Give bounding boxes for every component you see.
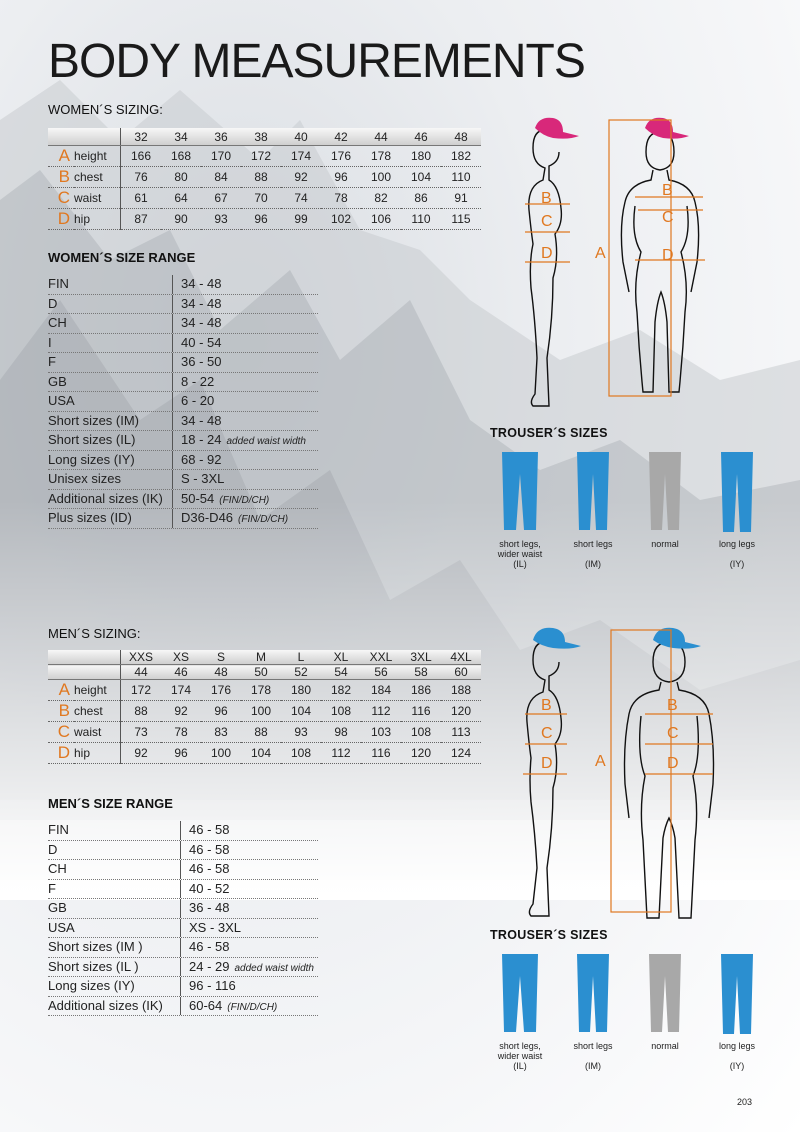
women-pant-label-1: short legs, wider waist (IL) [497, 539, 543, 569]
measurement-row-hip [48, 209, 481, 230]
size-range-value-cell [173, 509, 288, 528]
men-pant-label-4: long legs (IY) [718, 1041, 756, 1071]
men-side-letter-c: C [541, 725, 553, 742]
size-range-value: 36 - 48 [189, 900, 230, 915]
measure-letter: B [48, 701, 74, 722]
size-range-value-cell [181, 958, 314, 977]
size-header-cell: XXL [361, 650, 401, 665]
measure-value: 100 [241, 701, 281, 722]
women-side-figure [529, 130, 562, 406]
size-header-cell: 44 [121, 665, 162, 680]
size-header-cell: 42 [321, 128, 361, 146]
size-range-value: 46 - 58 [189, 841, 230, 857]
measure-value: 116 [401, 701, 441, 722]
size-system-label: FIN [48, 821, 181, 840]
women-sizing-table [48, 128, 481, 230]
size-range-value: 46 - 58 [189, 939, 230, 954]
size-system-label: D [48, 841, 181, 860]
size-system-label: Additional sizes (IK) [48, 490, 173, 509]
size-range-value-cell [173, 470, 224, 489]
measure-value: 88 [121, 701, 162, 722]
size-range-value: 46 - 58 [189, 861, 230, 876]
measure-value: 115 [441, 209, 481, 230]
measure-value: 108 [281, 743, 321, 764]
size-header-cell: 60 [441, 665, 481, 680]
size-range-row [48, 451, 318, 471]
women-side-letter-b: B [541, 190, 552, 207]
measure-value: 86 [401, 188, 441, 209]
size-range-row [48, 821, 318, 841]
size-header-cell: 46 [161, 665, 201, 680]
size-system-label: GB [48, 373, 173, 392]
size-range-value-cell [173, 314, 221, 333]
women-front-letter-c: C [662, 209, 674, 226]
size-range-row [48, 490, 318, 510]
measure-value: 61 [121, 188, 162, 209]
measure-value: 104 [241, 743, 281, 764]
size-header-cell: 40 [281, 128, 321, 146]
measure-value: 96 [201, 701, 241, 722]
size-system-label: CH [48, 314, 173, 333]
measure-value: 180 [281, 680, 321, 701]
men-front-figure [625, 642, 714, 918]
size-range-value: 34 - 48 [181, 315, 222, 330]
size-system-label: Short sizes (IM) [48, 412, 173, 431]
women-cap-side-icon [535, 118, 579, 139]
size-range-value: 50-54 [181, 490, 215, 506]
measure-value: 100 [361, 167, 401, 188]
size-range-row [48, 334, 318, 354]
size-range-value: 34 - 48 [181, 412, 222, 428]
size-system-label: Short sizes (IM ) [48, 938, 181, 957]
size-range-value: 8 - 22 [181, 373, 215, 389]
size-range-note: added waist width [234, 962, 314, 974]
measure-value: 102 [321, 209, 361, 230]
measure-name: hip [74, 743, 121, 764]
measure-value: 99 [281, 209, 321, 230]
measure-name: height [74, 680, 121, 701]
size-range-row [48, 977, 318, 997]
measure-name: waist [74, 188, 121, 209]
size-range-row [48, 373, 318, 393]
measure-value: 64 [161, 188, 201, 209]
size-range-row [48, 958, 318, 978]
men-pant-label-2: short legs (IM) [573, 1041, 613, 1071]
size-range-row [48, 509, 318, 529]
men-front-letter-b: B [667, 697, 678, 714]
size-system-label: Short sizes (IL) [48, 431, 173, 450]
size-range-value-cell [173, 334, 221, 353]
women-pant-short-icon [575, 452, 611, 532]
women-side-letter-c: C [541, 213, 553, 230]
size-header-cell: 54 [321, 665, 361, 680]
size-range-value-cell [181, 977, 236, 996]
women-front-letter-a: A [595, 245, 606, 262]
size-range-value: 34 - 48 [181, 276, 222, 291]
women-front-letter-b: B [662, 182, 673, 199]
size-range-value-cell [181, 997, 277, 1016]
women-pant-label-4: long legs (IY) [718, 539, 756, 569]
measure-value: 110 [401, 209, 441, 230]
size-header-cell: 46 [401, 128, 441, 146]
measure-value: 93 [281, 722, 321, 743]
size-range-value: 6 - 20 [181, 393, 215, 408]
size-range-row [48, 919, 318, 939]
measure-letter: A [48, 680, 74, 701]
measure-value: 166 [121, 146, 162, 167]
women-pant-label-2: short legs (IM) [573, 539, 613, 569]
measure-letter: D [48, 743, 74, 764]
measure-value: 92 [121, 743, 162, 764]
measurement-row-waist [48, 722, 481, 743]
measure-name: height [74, 146, 121, 167]
size-range-value-cell [181, 938, 229, 957]
measure-name: chest [74, 167, 121, 188]
size-header-cell: 32 [121, 128, 162, 146]
size-range-value: 96 - 116 [189, 978, 236, 993]
measure-value: 124 [441, 743, 481, 764]
measure-name: waist [74, 722, 121, 743]
women-size-range-list [48, 275, 318, 529]
size-range-row [48, 275, 318, 295]
measure-value: 180 [401, 146, 441, 167]
size-range-row [48, 295, 318, 315]
size-range-value-cell [173, 353, 221, 372]
women-front-figure [621, 132, 698, 392]
women-pant-label-3: normal [651, 539, 679, 549]
measure-value: 176 [321, 146, 361, 167]
measure-value: 106 [361, 209, 401, 230]
men-letter-size-row [48, 650, 481, 665]
measure-value: 91 [441, 188, 481, 209]
size-range-value-cell [181, 899, 229, 918]
size-range-value: XS - 3XL [189, 919, 242, 935]
size-range-value-cell [173, 451, 221, 470]
size-range-row [48, 860, 318, 880]
measure-value: 178 [361, 146, 401, 167]
size-system-label: D [48, 295, 173, 314]
women-sizing-title: WOMEN´S SIZING: [48, 102, 163, 117]
men-body-figures [495, 620, 765, 920]
measure-value: 93 [201, 209, 241, 230]
measure-value: 108 [321, 701, 361, 722]
size-header-cell: 36 [201, 128, 241, 146]
size-header-cell: 34 [161, 128, 201, 146]
men-trousers-title: TROUSER´S SIZES [490, 928, 608, 942]
measurement-row-height [48, 146, 481, 167]
men-sizing-title: MEN´S SIZING: [48, 626, 141, 641]
men-range-title: MEN´S SIZE RANGE [48, 796, 173, 811]
men-side-figure [527, 642, 562, 916]
measurement-row-chest [48, 701, 481, 722]
measure-value: 104 [281, 701, 321, 722]
measurement-row-hip [48, 743, 481, 764]
size-header-cell: 52 [281, 665, 321, 680]
size-range-row [48, 392, 318, 412]
men-pant-short-icon [575, 954, 611, 1034]
women-range-title: WOMEN´S SIZE RANGE [48, 250, 196, 265]
size-range-value-cell [173, 412, 221, 431]
size-header-cell: XL [321, 650, 361, 665]
size-header-cell: L [281, 650, 321, 665]
measure-value: 88 [241, 722, 281, 743]
size-header-cell: XS [161, 650, 201, 665]
size-header-cell: M [241, 650, 281, 665]
size-range-note: (FIN/D/CH) [238, 514, 289, 525]
measure-value: 67 [201, 188, 241, 209]
size-range-value: 60-64 [189, 997, 223, 1013]
measure-value: 176 [201, 680, 241, 701]
measurement-row-chest [48, 167, 481, 188]
women-side-letter-d: D [541, 245, 553, 262]
size-system-label: USA [48, 392, 173, 411]
size-system-label: FIN [48, 275, 173, 294]
measure-value: 96 [161, 743, 201, 764]
measure-value: 78 [321, 188, 361, 209]
women-pant-short-wide-icon [500, 452, 540, 532]
men-pant-label-1: short legs, wider waist (IL) [497, 1041, 543, 1071]
size-range-note: (FIN/D/CH) [219, 494, 270, 506]
measurement-row-waist [48, 188, 481, 209]
men-cap-side-icon [533, 628, 581, 649]
size-system-label: Unisex sizes [48, 470, 173, 489]
size-range-row [48, 431, 318, 451]
women-front-letter-d: D [662, 247, 674, 264]
measure-value: 92 [281, 167, 321, 188]
size-system-label: Long sizes (IY) [48, 451, 173, 470]
size-header-cell: 4XL [441, 650, 481, 665]
size-system-label: F [48, 880, 181, 899]
measure-name: hip [74, 209, 121, 230]
size-range-row [48, 938, 318, 958]
size-range-value-cell [181, 860, 229, 879]
measure-value: 76 [121, 167, 162, 188]
size-range-value-cell [173, 295, 221, 314]
measure-value: 88 [241, 167, 281, 188]
size-header-cell: S [201, 650, 241, 665]
measure-value: 98 [321, 722, 361, 743]
size-header-cell: XXS [121, 650, 162, 665]
size-header-cell: 50 [241, 665, 281, 680]
measure-value: 112 [361, 701, 401, 722]
size-header-cell: 44 [361, 128, 401, 146]
size-header-cell: 48 [441, 128, 481, 146]
men-pant-short-wide-icon [500, 954, 540, 1034]
size-range-value-cell [173, 490, 269, 509]
size-system-label: Short sizes (IL ) [48, 958, 181, 977]
size-range-row [48, 353, 318, 373]
measure-value: 172 [241, 146, 281, 167]
size-header-cell: 48 [201, 665, 241, 680]
size-range-note: added waist width [226, 436, 306, 447]
size-system-label: GB [48, 899, 181, 918]
measure-value: 104 [401, 167, 441, 188]
size-range-value-cell [173, 275, 221, 294]
measure-value: 70 [241, 188, 281, 209]
measure-value: 116 [361, 743, 401, 764]
measure-value: 174 [161, 680, 201, 701]
measure-value: 78 [161, 722, 201, 743]
size-range-value-cell [181, 841, 229, 860]
measure-value: 178 [241, 680, 281, 701]
measure-letter: C [48, 722, 74, 743]
measure-value: 92 [161, 701, 201, 722]
size-range-value: 68 - 92 [181, 451, 222, 467]
measure-value: 120 [401, 743, 441, 764]
measure-value: 80 [161, 167, 201, 188]
measure-value: 103 [361, 722, 401, 743]
size-range-row [48, 997, 318, 1017]
measure-value: 74 [281, 188, 321, 209]
size-range-value: S - 3XL [181, 471, 225, 486]
size-range-value-cell [173, 431, 306, 450]
measurement-row-height [48, 680, 481, 701]
measure-value: 110 [441, 167, 481, 188]
measure-value: 112 [321, 743, 361, 764]
men-pant-long-icon [719, 954, 755, 1036]
women-trousers-title: TROUSER´S SIZES [490, 426, 608, 440]
size-range-value: 24 - 29 [189, 958, 230, 974]
measure-value: 174 [281, 146, 321, 167]
measure-value: 82 [361, 188, 401, 209]
page-title: BODY MEASUREMENTS [48, 35, 585, 88]
size-system-label: Additional sizes (IK) [48, 997, 181, 1016]
size-range-value-cell [181, 919, 241, 938]
measure-value: 182 [441, 146, 481, 167]
men-side-letter-d: D [541, 755, 553, 772]
size-range-value: 46 - 58 [189, 822, 230, 837]
men-pant-label-3: normal [651, 1041, 679, 1051]
women-body-figures [495, 110, 765, 410]
size-system-label: Long sizes (IY) [48, 977, 181, 996]
size-range-value: 34 - 48 [181, 295, 222, 311]
measure-value: 184 [361, 680, 401, 701]
measure-value: 96 [321, 167, 361, 188]
women-pant-long-icon [719, 452, 755, 534]
measure-value: 100 [201, 743, 241, 764]
men-front-letter-c: C [667, 725, 679, 742]
size-range-value: 40 - 52 [189, 880, 230, 896]
men-front-letter-a: A [595, 753, 606, 770]
size-range-note: (FIN/D/CH) [227, 1001, 278, 1013]
measure-letter: C [48, 188, 74, 209]
measure-value: 108 [401, 722, 441, 743]
size-range-row [48, 470, 318, 490]
measure-letter: D [48, 209, 74, 230]
women-size-header-row [48, 128, 481, 146]
measure-value: 182 [321, 680, 361, 701]
men-cap-front-icon [653, 628, 701, 649]
size-header-cell: 38 [241, 128, 281, 146]
size-range-value-cell [181, 880, 229, 899]
size-range-value-cell [173, 392, 214, 411]
size-range-row [48, 412, 318, 432]
measure-value: 90 [161, 209, 201, 230]
men-pant-normal-icon [647, 954, 683, 1034]
measure-value: 83 [201, 722, 241, 743]
measure-value: 84 [201, 167, 241, 188]
men-side-letter-b: B [541, 697, 552, 714]
size-range-row [48, 880, 318, 900]
men-size-range-list [48, 821, 318, 1016]
measure-value: 113 [441, 722, 481, 743]
size-system-label: F [48, 353, 173, 372]
men-number-size-row [48, 665, 481, 680]
measure-name: chest [74, 701, 121, 722]
size-range-value-cell [181, 821, 229, 840]
measure-value: 188 [441, 680, 481, 701]
size-system-label: I [48, 334, 173, 353]
measure-letter: A [48, 146, 74, 167]
page-number: 203 [736, 1097, 752, 1107]
size-system-label: USA [48, 919, 181, 938]
size-range-value: D36-D46 [181, 510, 234, 525]
measure-value: 96 [241, 209, 281, 230]
size-range-value: 36 - 50 [181, 354, 222, 369]
measure-value: 172 [121, 680, 162, 701]
size-range-row [48, 841, 318, 861]
size-range-value: 40 - 54 [181, 334, 222, 350]
measure-value: 186 [401, 680, 441, 701]
size-range-row [48, 314, 318, 334]
size-range-row [48, 899, 318, 919]
women-pant-normal-icon [647, 452, 683, 532]
size-header-cell: 3XL [401, 650, 441, 665]
measure-letter: B [48, 167, 74, 188]
size-system-label: Plus sizes (ID) [48, 509, 173, 528]
measure-value: 170 [201, 146, 241, 167]
measure-value: 168 [161, 146, 201, 167]
size-range-value: 18 - 24 [181, 432, 222, 447]
size-header-cell: 56 [361, 665, 401, 680]
size-range-value-cell [173, 373, 214, 392]
measure-value: 120 [441, 701, 481, 722]
men-sizing-table [48, 650, 481, 764]
men-front-letter-d: D [667, 755, 679, 772]
measure-value: 87 [121, 209, 162, 230]
size-system-label: CH [48, 860, 181, 879]
size-header-cell: 58 [401, 665, 441, 680]
measure-value: 73 [121, 722, 162, 743]
